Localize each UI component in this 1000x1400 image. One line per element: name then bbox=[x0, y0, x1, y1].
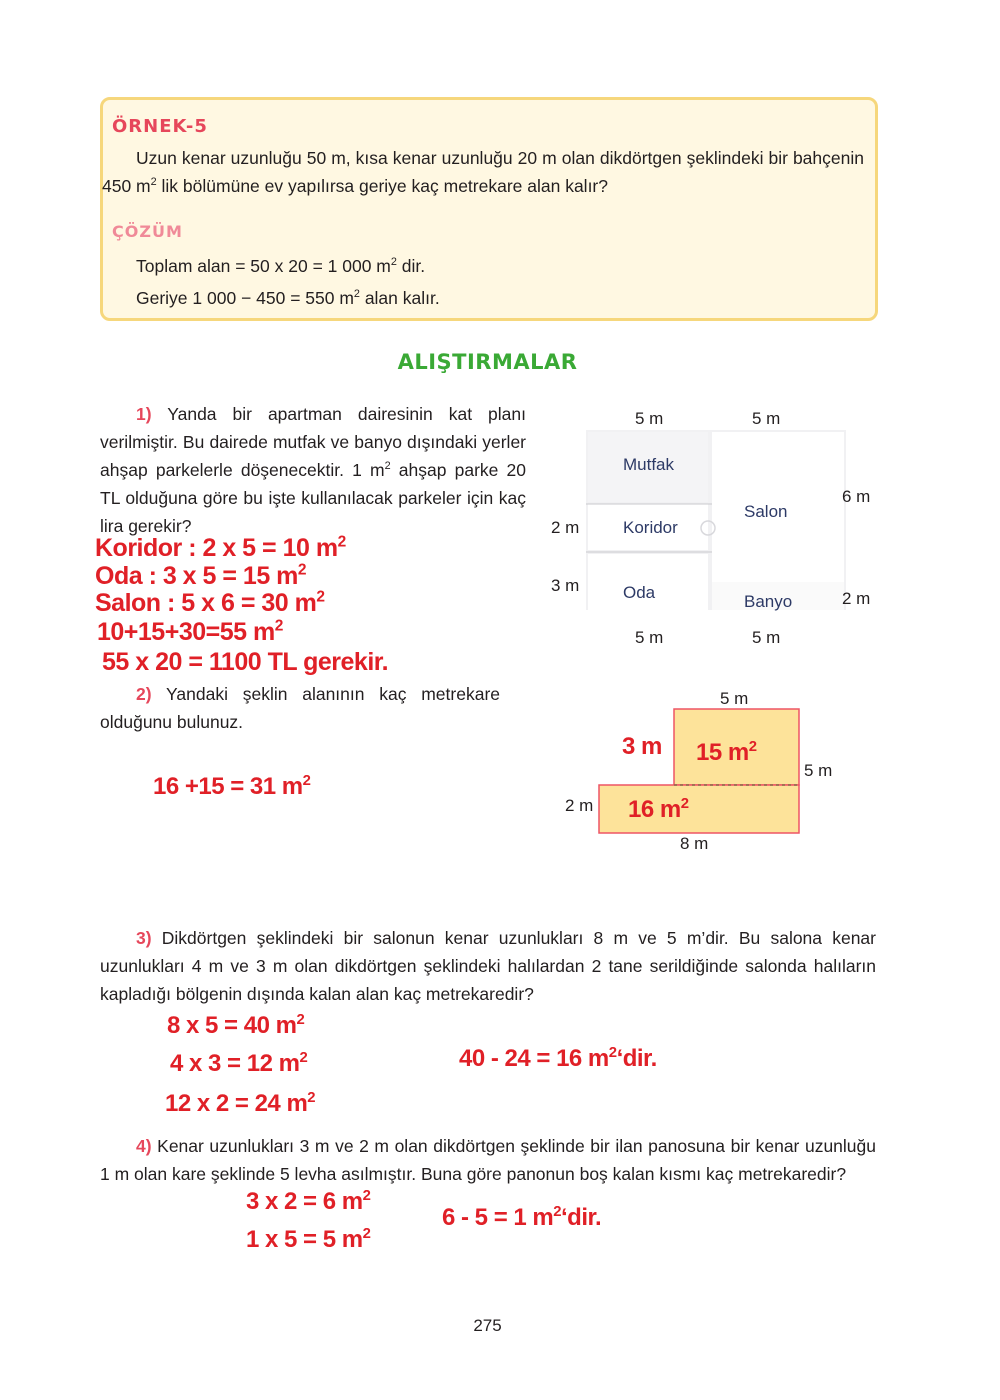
q4-answer-final: 6 - 5 = 1 $m^2‘dir$. bbox=[442, 1204, 602, 1231]
q1-answer-1: Koridor : 2 x 5 = 10 $m^2$ bbox=[95, 533, 346, 562]
question-2: 2) Yandaki şeklin alanının kaç metrekare olduğunu bulunuz. bbox=[100, 684, 501, 732]
q4-answer-1: 3 x 2 = 6 $m^2$ bbox=[246, 1188, 371, 1215]
plan-right-bottom-label: 2 m bbox=[842, 589, 871, 608]
plan-right-top-label: 6 m bbox=[842, 487, 871, 506]
question-4: 4) Kenar uzunlukları 3 m ve 2 m olan dikdörtgen şeklinde bir ilan panosuna bir kenar uzunluğu 1 m olan kare şeklinde 5 levha asılmıştır. Buna göre panonun boş kalan kısmı kaç metrekaredir? bbox=[100, 1136, 876, 1184]
shape-lower-area-annotation: 16 $m^2$ bbox=[628, 796, 689, 823]
floor-plan-figure bbox=[580, 420, 850, 620]
example-question: Uzun kenar uzunluğu 50 m, kısa kenar uzunluğu 20 m olan dikdörtgen şeklindeki bir bahçenin 450 $m^2$ lik bölümüne ev yapılırsa geriye kaç metrekare alan kalır? bbox=[102, 148, 864, 196]
shape-right-label: 5 m bbox=[804, 761, 833, 780]
example-title: ÖRNEK-5 bbox=[112, 116, 208, 137]
q3-answer-3: 12 x 2 = 24 $m^2$ bbox=[165, 1090, 316, 1117]
solution-line-2: Geriye 1 000 − 450 = 550 $m^2$ alan kalır. bbox=[136, 288, 440, 308]
plan-left-top-label: 2 m bbox=[551, 518, 580, 537]
room-banyo: Banyo bbox=[744, 592, 793, 611]
plan-left-bottom-label: 3 m bbox=[551, 576, 580, 595]
page-number: 275 bbox=[473, 1316, 502, 1335]
room-koridor: Koridor bbox=[623, 518, 678, 537]
q1-answer-2: Oda : 3 x 5 = 15 $m^2$ bbox=[95, 561, 307, 590]
question-1: 1) Yanda bir apartman dairesinin kat planı verilmiştir. Bu dairede mutfak ve banyo dışındaki yerler ahşap parkelerle döşenecektir. 1 $m^2$ ahşap parke 20 TL olduğuna göre bu işte kullanılacak parkeler için kaç lira gerekir? bbox=[100, 404, 526, 536]
exercises-title: ALIŞTIRMALAR bbox=[397, 350, 578, 374]
room-oda: Oda bbox=[623, 583, 656, 602]
shape-upper-area-annotation: 15 $m^2$ bbox=[696, 739, 757, 766]
shape-upper-height-annotation: 3 m bbox=[622, 733, 662, 760]
plan-top-left-label: 5 m bbox=[635, 409, 664, 428]
q3-answer-final: 40 - 24 = 16 $m^2‘dir$. bbox=[459, 1045, 657, 1072]
shape-bottom-label: 8 m bbox=[680, 834, 709, 853]
q2-answer: 16 +15 = 31 $m^2$ bbox=[153, 773, 311, 800]
q4-answer-2: 1 x 5 = 5 $m^2$ bbox=[246, 1226, 371, 1253]
q1-answer-3: Salon : 5 x 6 = 30 $m^2$ bbox=[95, 588, 325, 617]
q1-answer-4: 10+15+30=55 $m^2$ bbox=[97, 617, 283, 646]
solution-line-1: Toplam alan = 50 x 20 = 1 000 $m^2$ dir. bbox=[136, 256, 426, 276]
plan-bottom-left-label: 5 m bbox=[635, 628, 664, 647]
room-mutfak: Mutfak bbox=[623, 455, 675, 474]
question-3: 3) Dikdörtgen şeklindeki bir salonun kenar uzunlukları 8 m ve 5 m’dir. Bu salona kenar uzunlukları 4 m ve 3 m olan dikdörtgen şeklindeki halılardan 2 tane serildiğinde salonda halıların kapladığı bölgenin dışında kalan alan kaç metrekaredir? bbox=[100, 928, 876, 1004]
q1-answer-final: 55 x 20 = 1100 TL gerekir. bbox=[102, 648, 389, 676]
q3-answer-2: 4 x 3 = 12 $m^2$ bbox=[170, 1050, 308, 1077]
q3-answer-1: 8 x 5 = 40 $m^2$ bbox=[167, 1012, 305, 1039]
shape-top-label: 5 m bbox=[720, 689, 749, 708]
plan-top-right-label: 5 m bbox=[752, 409, 781, 428]
solution-title: ÇÖZÜM bbox=[112, 222, 183, 241]
shape-left-label: 2 m bbox=[565, 796, 594, 815]
plan-bottom-right-label: 5 m bbox=[752, 628, 781, 647]
composite-shape-figure bbox=[590, 700, 810, 840]
room-salon: Salon bbox=[744, 502, 788, 521]
